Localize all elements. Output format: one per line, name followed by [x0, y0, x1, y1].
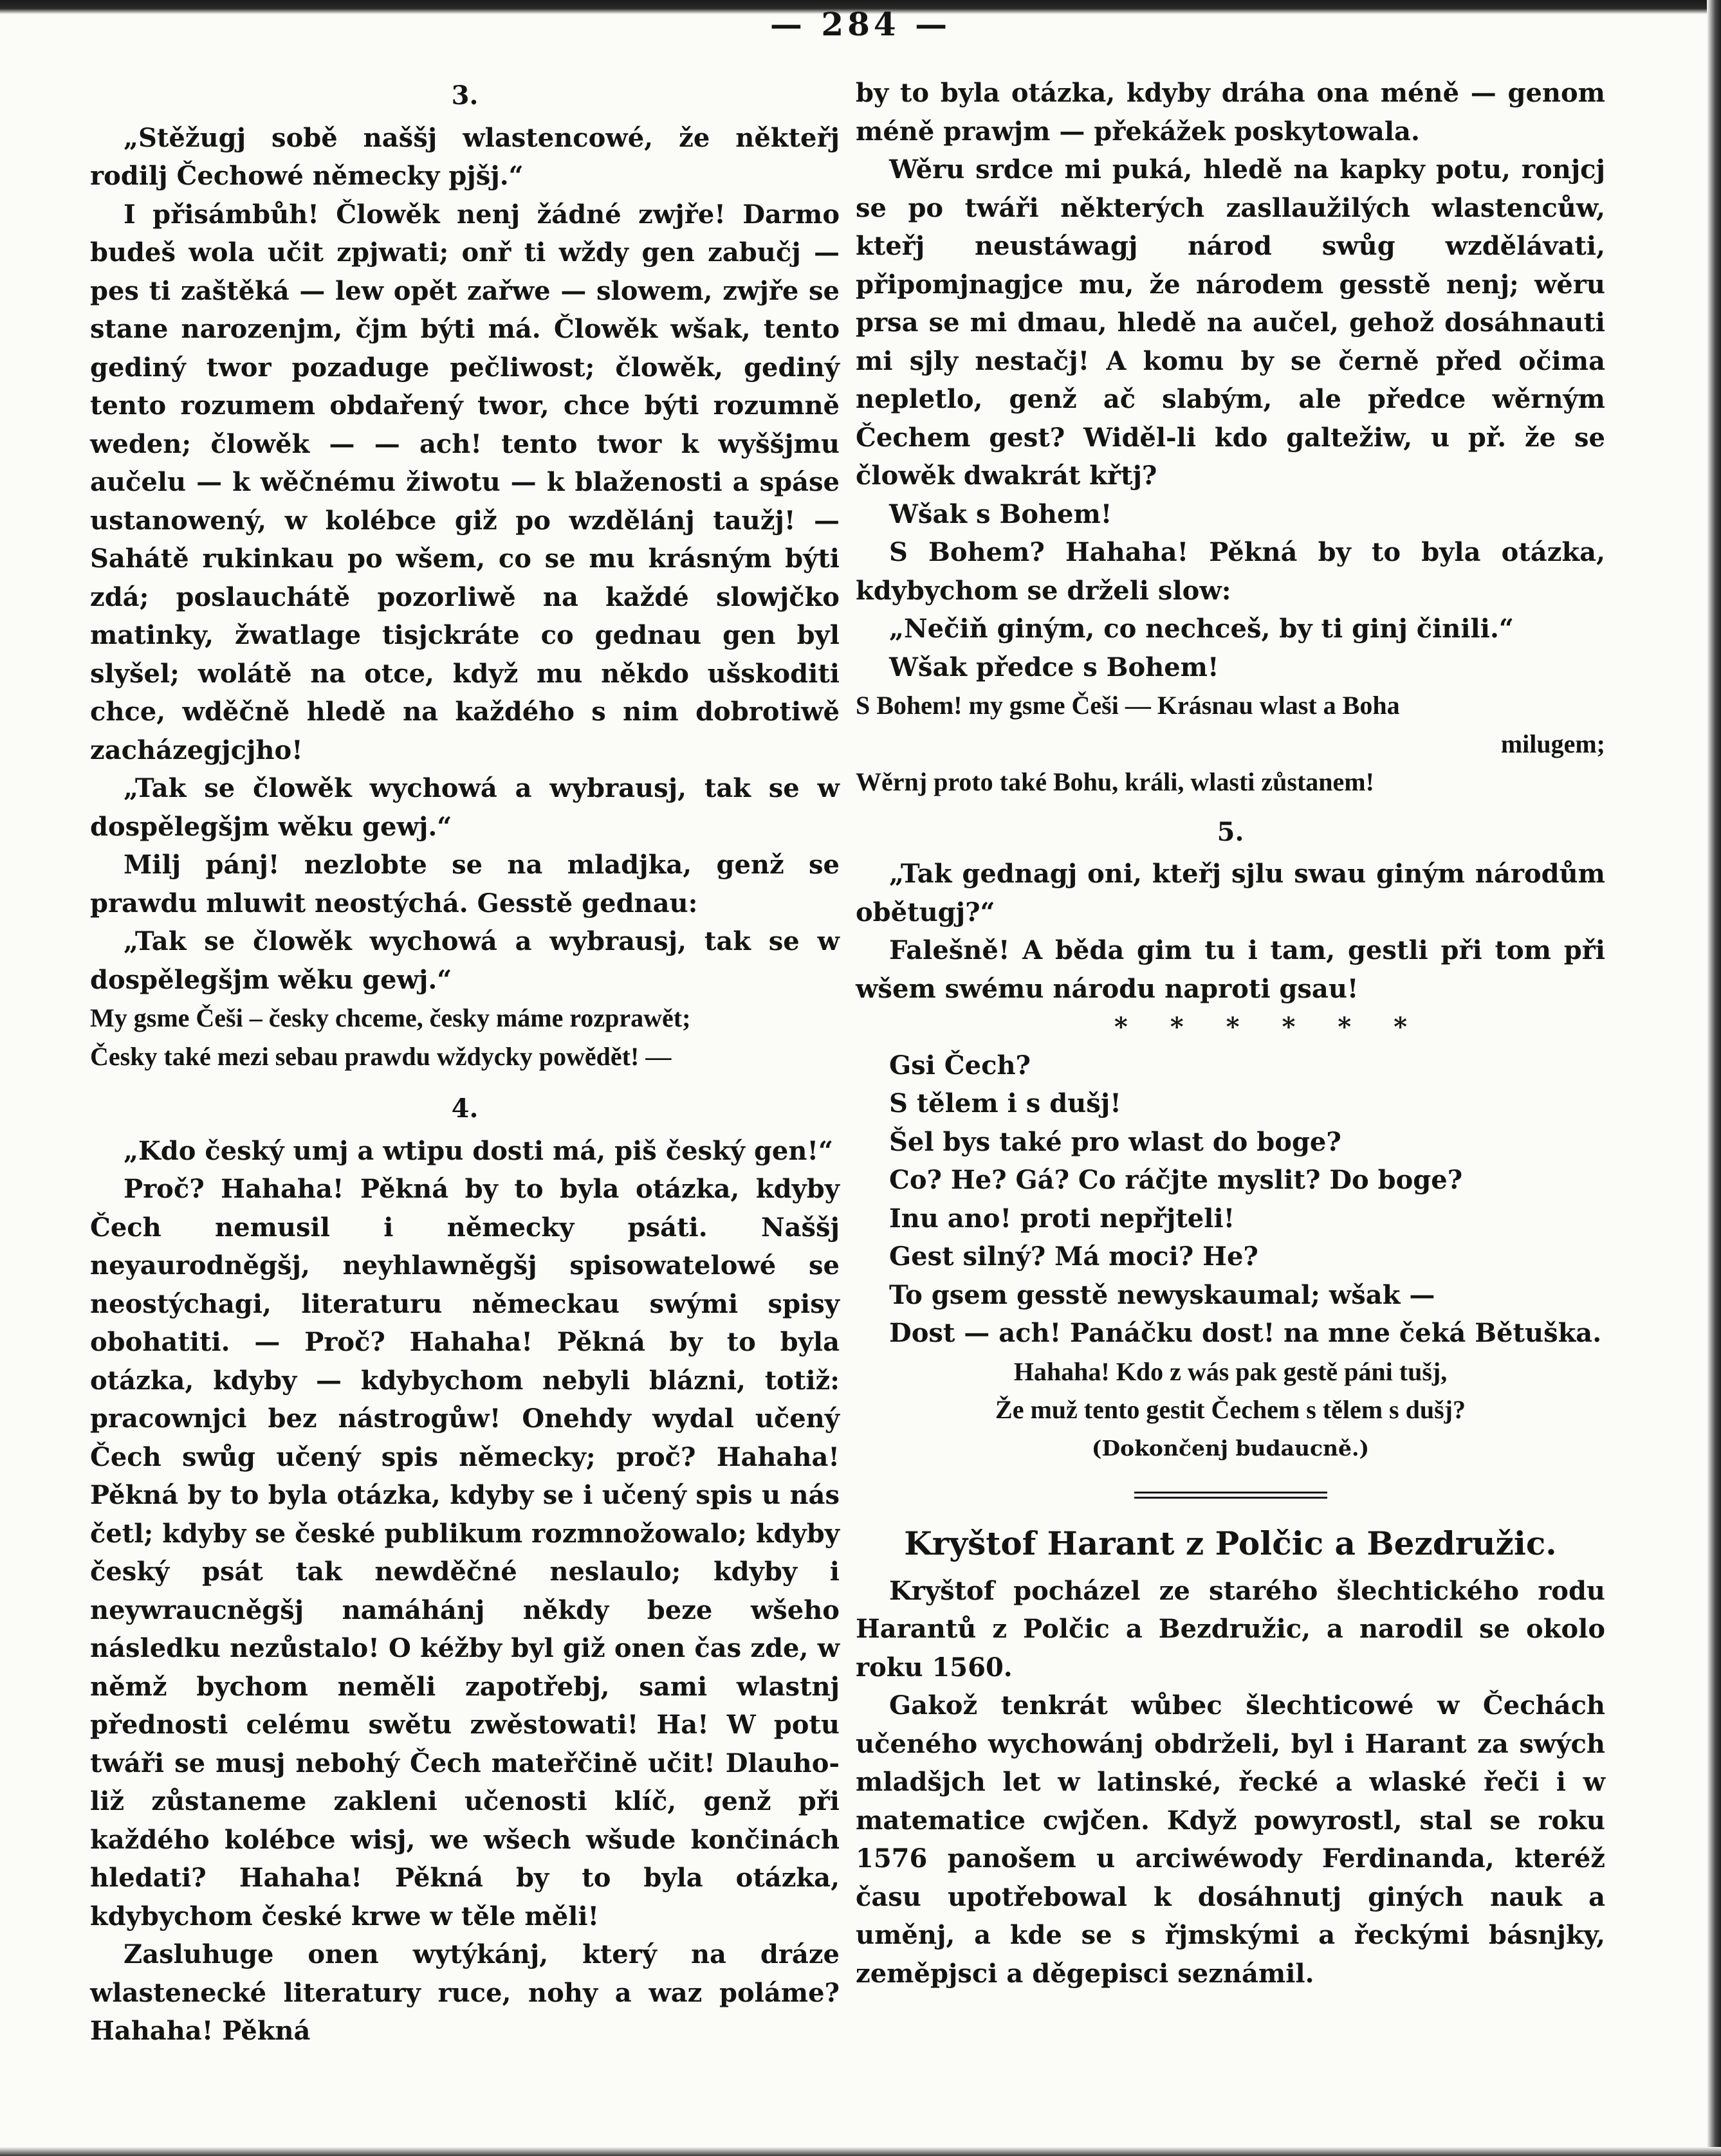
dialog-line: Gsi Čech? [889, 1050, 1031, 1081]
dialog-line: Šel bys také pro wlast do boge? [889, 1126, 1341, 1157]
dialog-line: Co? He? Gá? Co ráčjte myslit? Do boge? [889, 1165, 1463, 1195]
paragraph: „Tak se člowěk wychowá a wybrausj, tak se w dospělegšjm wěku gewj.“ [90, 773, 840, 842]
paragraph: Gakož tenkrát wůbec šlechticowé w Čechách učeného wychowánj obdrželi, byl i Harant za swých mladšjch let w latinské, řecké a wlaské řeči i w matematice cwjčen. Když powyrostl, stal se roku 1576 panošem u arciwéwody Ferdinanda, kteréž času upotřebowal k dosáhnutj giných nauk a uměnj, a kde se s řjmskými a řeckými básnjky, zeměpjsci a děgepisci seznámil. [856, 1690, 1605, 1989]
asterisk-separator: * * * * * * [1114, 1012, 1424, 1042]
paragraph: „Stěžugj sobě naššj wlastencowé, že někteřj rodilj Čechowé německy pjšj.“ [90, 122, 840, 191]
paragraph: Wěru srdce mi puká, hledě na kapky potu, ronjcj se po twáři některých zasllaužilých wlastencůw, kteřj neustáwagj národ swůg wzdělávati, připomjnagjce mu, že národem gesstě nenj; wěru prsa se mi dmau, hledě na aučel, gehož dosáhnauti mi sjly nestačj! A komu by se černě před očima nepletlo, genž ač slabým, ale předce wěrným Čechem gest? Widěl-li kdo galtežiw, u př. že se člowěk dwakrát křtj? [856, 154, 1605, 491]
paragraph: S Bohem? Hahaha! Pěkná by to byla otázka, kdybychom se drželi slow: [856, 537, 1605, 606]
verse-line: Hahaha! Kdo z wás pak gestě páni tušj, [1013, 1357, 1448, 1386]
paragraph: by to byla otázka, kdyby dráha ona méně — genom méně prawjm — překážek poskytowala. [856, 78, 1605, 147]
verse-line: Že muž tento gestit Čechem s tělem s dušj? [995, 1395, 1466, 1424]
paragraph: „Nečiň giným, co nechceš, by ti ginj činili.“ [889, 614, 1514, 644]
verse-line: Česky také mezi sebau prawdu wždycky powědět! — [90, 1041, 672, 1071]
dialog-line: To gsem gesstě newyskaumal; wšak — [889, 1279, 1435, 1310]
paragraph: „Kdo český umj a wtipu dosti má, piš český gen!“ [124, 1135, 834, 1166]
paragraph: Zasluhuge onen wytýkánj, který na dráze wlastenecké literatury ruce, nohy a waz poláme? Hahaha! Pěkná [90, 1939, 840, 2046]
section-3-heading: 3. [451, 80, 479, 111]
paragraph: Kryštof pocházel ze starého šlechtického rodu Harantů z Polčic a Bezdružic, a narodil se okolo roku 1560. [856, 1575, 1605, 1683]
scan-edge-bottom [0, 2147, 1721, 2156]
paragraph: Wšak předce s Bohem! [889, 652, 1219, 682]
scan-edge-right [1707, 0, 1721, 2156]
paragraph: I přisámbůh! Člowěk nenj žádné zwjře! Darmo budeš wola učit zpjwati; onř ti wždy gen zabučj — pes ti zaštěká — lew opět zařwe — slowem, zwjře se stane narozenjm, čjm býti má. Člowěk wšak, tento gediný twor pozaduge pečliwost; člowěk, gediný tento rozumem obdařený twor, chce býti rozumně weden; člowěk — — ach! tento twor k wyššjmu aučelu — k wěčnému žiwotu — k blaženosti a spáse ustanowený, w kolébce giž po wzdělánj taužj! — Sahátě rukinkau po wšem, co se mu krásným býti zdá; poslauchátě pozorliwě na každé slowjčko matinky, žwatlage tisjckráte co gednau gen byl slyšel; wolátě na otce, když mu někdo ušskoditi chce, wděčně hledě na každého s nim dobrotiwě zacházegjcjho! [90, 199, 840, 765]
dialog-line: S tělem i s dušj! [889, 1088, 1121, 1119]
left-column [90, 74, 840, 2051]
article-title: Kryštof Harant z Polčic a Bezdružic. [904, 1524, 1557, 1562]
verse-line-end: milugem; [1500, 729, 1605, 758]
page-number: — 284 — [769, 5, 952, 43]
paragraph: „Tak se člowěk wychowá a wybrausj, tak se w dospělegšjm wěku gewj.“ [90, 926, 840, 995]
paragraph: „Tak gednagj oni, kteřj sjlu swau giným národům obětugj?“ [856, 859, 1605, 927]
dialog-line: Gest silný? Má moci? He? [889, 1241, 1258, 1272]
continued-note: (Dokončenj budaucně.) [1091, 1435, 1370, 1461]
verse-line: My gsme Češi – česky chceme, česky máme rozprawět; [90, 1003, 691, 1032]
dialog-line: Inu ano! proti nepřjteli! [889, 1203, 1235, 1234]
paragraph: Milj pánj! nezlobte se na mladjka, genž se prawdu mluwit neostýchá. Gesstě gednau: [90, 850, 840, 918]
section-divider [1134, 1492, 1327, 1499]
right-column [856, 74, 1605, 1993]
paragraph: Falešně! A běda gim tu i tam, gestli při tom při wšem swému národu naproti gsau! [856, 935, 1605, 1004]
paragraph: Proč? Hahaha! Pěkná by to byla otázka, kdyby Čech nemusil i německy psáti. Naššj neyaurodněgšj, neyhlawněgšj spisowatelowé se neostýchagi, literaturu německau swými spisy obohatiti. — Proč? Hahaha! Pěkná by to byla otázka, kdyby — kdybychom nebyli blázni, totiž: pracownjci bez nástrogůw! Onehdy wydal učený Čech swůg učený spis německy; proč? Hahaha! Pěkná by to byla otázka, kdyby se i učený spis u nás četl; kdyby se české publikum rozmnožowalo; kdyby český psát tak newděčné neslaulo; kdyby i neywraucněgšj namáhánj někdy beze wšeho následku nezůstalo! O kéžby byl giž onen čas zde, w němž bychom neměli zapotřebj, sami wlastnj přednosti celému swětu zwěstowati! Ha! W potu twáři se musj nebohý Čech mateřčině učit! Dlauho-liž zůstaneme zakleni učenosti klíč, genž při každého kolébce wisj, we wšech wšude končinách hledati? Hahaha! Pěkná by to byla otázka, kdybychom české krwe w těle měli! [90, 1174, 840, 1932]
section-5-heading: 5. [1217, 816, 1244, 847]
section-4-heading: 4. [451, 1093, 479, 1124]
dialog-line: Dost — ach! Panáčku dost! na mne čeká Bětuška. [889, 1318, 1602, 1348]
verse-line: Wěrnj proto také Bohu, králi, wlasti zůstanem! [856, 767, 1374, 796]
verse-line: S Bohem! my gsme Češi — Krásnau wlast a Boha [856, 691, 1400, 720]
paragraph: Wšak s Bohem! [889, 498, 1112, 529]
